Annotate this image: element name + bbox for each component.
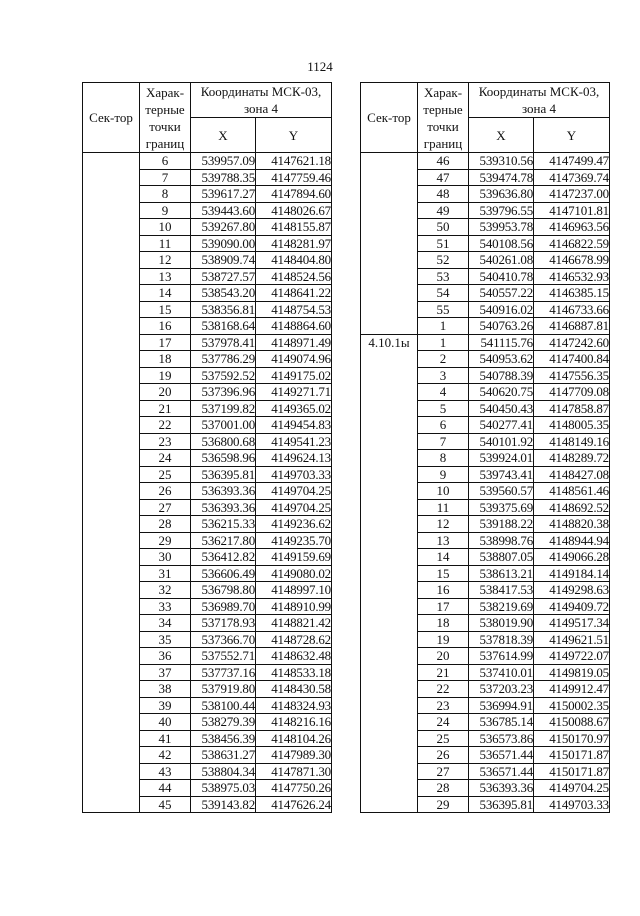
y-coordinate: 4148427.08 bbox=[534, 466, 610, 483]
y-coordinate: 4149454.83 bbox=[256, 417, 332, 434]
point-number: 6 bbox=[140, 153, 191, 170]
x-coordinate: 539188.22 bbox=[469, 516, 534, 533]
x-coordinate: 540261.08 bbox=[469, 252, 534, 269]
coordinates-table-right bbox=[360, 82, 610, 813]
point-number: 50 bbox=[418, 219, 469, 236]
y-coordinate: 4147759.46 bbox=[256, 169, 332, 186]
x-coordinate: 539474.78 bbox=[469, 169, 534, 186]
point-number: 55 bbox=[418, 301, 469, 318]
point-number: 14 bbox=[418, 549, 469, 566]
x-coordinate: 540763.26 bbox=[469, 318, 534, 335]
x-coordinate: 536598.96 bbox=[191, 450, 256, 467]
x-coordinate: 538727.57 bbox=[191, 268, 256, 285]
x-coordinate: 539953.78 bbox=[469, 219, 534, 236]
point-number: 10 bbox=[140, 219, 191, 236]
point-number: 22 bbox=[418, 681, 469, 698]
point-number: 24 bbox=[418, 714, 469, 731]
y-coordinate: 4146385.15 bbox=[534, 285, 610, 302]
point-number: 23 bbox=[418, 697, 469, 714]
point-number: 53 bbox=[418, 268, 469, 285]
x-coordinate: 539310.56 bbox=[469, 153, 534, 170]
point-number: 17 bbox=[418, 598, 469, 615]
x-coordinate: 539636.80 bbox=[469, 186, 534, 203]
y-coordinate: 4147556.35 bbox=[534, 367, 610, 384]
y-coordinate: 4147499.47 bbox=[534, 153, 610, 170]
y-coordinate: 4149066.28 bbox=[534, 549, 610, 566]
point-number: 35 bbox=[140, 631, 191, 648]
y-coordinate: 4148430.58 bbox=[256, 681, 332, 698]
x-coordinate: 539443.60 bbox=[191, 202, 256, 219]
table-body-left bbox=[83, 153, 332, 813]
x-coordinate: 537001.00 bbox=[191, 417, 256, 434]
x-coordinate: 536989.70 bbox=[191, 598, 256, 615]
point-number: 27 bbox=[140, 499, 191, 516]
y-coordinate: 4149703.33 bbox=[534, 796, 610, 813]
sector-cell bbox=[83, 153, 140, 813]
header-y: Y bbox=[256, 118, 332, 153]
point-number: 20 bbox=[418, 648, 469, 665]
y-coordinate: 4147871.30 bbox=[256, 763, 332, 780]
y-coordinate: 4149235.70 bbox=[256, 532, 332, 549]
x-coordinate: 538356.81 bbox=[191, 301, 256, 318]
x-coordinate: 536798.80 bbox=[191, 582, 256, 599]
x-coordinate: 540450.43 bbox=[469, 400, 534, 417]
point-number: 14 bbox=[140, 285, 191, 302]
x-coordinate: 538456.39 bbox=[191, 730, 256, 747]
point-number: 47 bbox=[418, 169, 469, 186]
y-coordinate: 4148404.80 bbox=[256, 252, 332, 269]
x-coordinate: 536217.80 bbox=[191, 532, 256, 549]
point-number: 7 bbox=[140, 169, 191, 186]
coordinates-table-left bbox=[82, 82, 332, 813]
y-coordinate: 4149621.51 bbox=[534, 631, 610, 648]
point-number: 37 bbox=[140, 664, 191, 681]
x-coordinate: 540101.92 bbox=[469, 433, 534, 450]
y-coordinate: 4147400.84 bbox=[534, 351, 610, 368]
y-coordinate: 4149409.72 bbox=[534, 598, 610, 615]
y-coordinate: 4149365.02 bbox=[256, 400, 332, 417]
x-coordinate: 540916.02 bbox=[469, 301, 534, 318]
x-coordinate: 536393.36 bbox=[469, 780, 534, 797]
x-coordinate: 538279.39 bbox=[191, 714, 256, 731]
y-coordinate: 4149624.13 bbox=[256, 450, 332, 467]
x-coordinate: 540557.22 bbox=[469, 285, 534, 302]
x-coordinate: 540788.39 bbox=[469, 367, 534, 384]
y-coordinate: 4148632.48 bbox=[256, 648, 332, 665]
point-number: 26 bbox=[418, 747, 469, 764]
header-x: X bbox=[191, 118, 256, 153]
y-coordinate: 4148155.87 bbox=[256, 219, 332, 236]
y-coordinate: 4148289.72 bbox=[534, 450, 610, 467]
point-number: 18 bbox=[140, 351, 191, 368]
y-coordinate: 4148821.42 bbox=[256, 615, 332, 632]
point-number: 21 bbox=[140, 400, 191, 417]
y-coordinate: 4149704.25 bbox=[256, 499, 332, 516]
y-coordinate: 4150002.35 bbox=[534, 697, 610, 714]
point-number: 28 bbox=[140, 516, 191, 533]
y-coordinate: 4148971.49 bbox=[256, 334, 332, 351]
point-number: 9 bbox=[140, 202, 191, 219]
point-number: 16 bbox=[418, 582, 469, 599]
y-coordinate: 4147858.87 bbox=[534, 400, 610, 417]
x-coordinate: 538909.74 bbox=[191, 252, 256, 269]
point-number: 19 bbox=[418, 631, 469, 648]
point-number: 8 bbox=[140, 186, 191, 203]
point-number: 29 bbox=[140, 532, 191, 549]
point-number: 1 bbox=[418, 318, 469, 335]
point-number: 30 bbox=[140, 549, 191, 566]
x-coordinate: 541115.76 bbox=[469, 334, 534, 351]
y-coordinate: 4148864.60 bbox=[256, 318, 332, 335]
y-coordinate: 4149517.34 bbox=[534, 615, 610, 632]
x-coordinate: 536412.82 bbox=[191, 549, 256, 566]
point-number: 25 bbox=[140, 466, 191, 483]
page-number: 1124 bbox=[307, 59, 333, 74]
y-coordinate: 4149080.02 bbox=[256, 565, 332, 582]
y-coordinate: 4149074.96 bbox=[256, 351, 332, 368]
y-coordinate: 4148281.97 bbox=[256, 235, 332, 252]
table-row bbox=[361, 153, 610, 170]
point-number: 13 bbox=[140, 268, 191, 285]
y-coordinate: 4147101.81 bbox=[534, 202, 610, 219]
y-coordinate: 4149722.07 bbox=[534, 648, 610, 665]
y-coordinate: 4149175.02 bbox=[256, 367, 332, 384]
x-coordinate: 539560.57 bbox=[469, 483, 534, 500]
y-coordinate: 4149184.14 bbox=[534, 565, 610, 582]
y-coordinate: 4146733.66 bbox=[534, 301, 610, 318]
x-coordinate: 536606.49 bbox=[191, 565, 256, 582]
x-coordinate: 537592.52 bbox=[191, 367, 256, 384]
point-number: 11 bbox=[140, 235, 191, 252]
table-row bbox=[83, 153, 332, 170]
point-number: 16 bbox=[140, 318, 191, 335]
x-coordinate: 536571.44 bbox=[469, 747, 534, 764]
header-points: Харак-терные точки границ bbox=[418, 83, 469, 153]
x-coordinate: 538168.64 bbox=[191, 318, 256, 335]
y-coordinate: 4148524.56 bbox=[256, 268, 332, 285]
point-number: 34 bbox=[140, 615, 191, 632]
point-number: 9 bbox=[418, 466, 469, 483]
y-coordinate: 4149236.62 bbox=[256, 516, 332, 533]
x-coordinate: 538998.76 bbox=[469, 532, 534, 549]
x-coordinate: 537203.23 bbox=[469, 681, 534, 698]
point-number: 19 bbox=[140, 367, 191, 384]
point-number: 31 bbox=[140, 565, 191, 582]
y-coordinate: 4148641.22 bbox=[256, 285, 332, 302]
y-coordinate: 4148692.52 bbox=[534, 499, 610, 516]
point-number: 1 bbox=[418, 334, 469, 351]
y-coordinate: 4149912.47 bbox=[534, 681, 610, 698]
x-coordinate: 538019.90 bbox=[469, 615, 534, 632]
point-number: 32 bbox=[140, 582, 191, 599]
y-coordinate: 4150171.87 bbox=[534, 747, 610, 764]
point-number: 4 bbox=[418, 384, 469, 401]
y-coordinate: 4149703.33 bbox=[256, 466, 332, 483]
x-coordinate: 539796.55 bbox=[469, 202, 534, 219]
x-coordinate: 537366.70 bbox=[191, 631, 256, 648]
y-coordinate: 4149271.71 bbox=[256, 384, 332, 401]
x-coordinate: 539090.00 bbox=[191, 235, 256, 252]
x-coordinate: 539788.35 bbox=[191, 169, 256, 186]
point-number: 15 bbox=[418, 565, 469, 582]
point-number: 45 bbox=[140, 796, 191, 813]
x-coordinate: 539143.82 bbox=[191, 796, 256, 813]
point-number: 33 bbox=[140, 598, 191, 615]
header-coords: Координаты МСК-03, зона 4 bbox=[469, 83, 610, 118]
x-coordinate: 539267.80 bbox=[191, 219, 256, 236]
x-coordinate: 536393.36 bbox=[191, 499, 256, 516]
y-coordinate: 4148944.94 bbox=[534, 532, 610, 549]
y-coordinate: 4148728.62 bbox=[256, 631, 332, 648]
y-coordinate: 4148561.46 bbox=[534, 483, 610, 500]
point-number: 36 bbox=[140, 648, 191, 665]
x-coordinate: 538100.44 bbox=[191, 697, 256, 714]
y-coordinate: 4148005.35 bbox=[534, 417, 610, 434]
y-coordinate: 4149298.63 bbox=[534, 582, 610, 599]
x-coordinate: 536994.91 bbox=[469, 697, 534, 714]
x-coordinate: 537818.39 bbox=[469, 631, 534, 648]
x-coordinate: 537614.99 bbox=[469, 648, 534, 665]
point-number: 29 bbox=[418, 796, 469, 813]
x-coordinate: 540410.78 bbox=[469, 268, 534, 285]
x-coordinate: 538807.05 bbox=[469, 549, 534, 566]
point-number: 51 bbox=[418, 235, 469, 252]
x-coordinate: 537978.41 bbox=[191, 334, 256, 351]
point-number: 44 bbox=[140, 780, 191, 797]
y-coordinate: 4148104.26 bbox=[256, 730, 332, 747]
x-coordinate: 537396.96 bbox=[191, 384, 256, 401]
point-number: 13 bbox=[418, 532, 469, 549]
point-number: 24 bbox=[140, 450, 191, 467]
point-number: 52 bbox=[418, 252, 469, 269]
y-coordinate: 4146963.56 bbox=[534, 219, 610, 236]
y-coordinate: 4147626.24 bbox=[256, 796, 332, 813]
y-coordinate: 4149159.69 bbox=[256, 549, 332, 566]
table-body-right bbox=[361, 153, 610, 813]
y-coordinate: 4146822.59 bbox=[534, 235, 610, 252]
y-coordinate: 4148754.53 bbox=[256, 301, 332, 318]
point-number: 10 bbox=[418, 483, 469, 500]
y-coordinate: 4150171.87 bbox=[534, 763, 610, 780]
x-coordinate: 537410.01 bbox=[469, 664, 534, 681]
y-coordinate: 4148910.99 bbox=[256, 598, 332, 615]
point-number: 22 bbox=[140, 417, 191, 434]
y-coordinate: 4146532.93 bbox=[534, 268, 610, 285]
x-coordinate: 536800.68 bbox=[191, 433, 256, 450]
point-number: 48 bbox=[418, 186, 469, 203]
y-coordinate: 4150170.97 bbox=[534, 730, 610, 747]
x-coordinate: 537178.93 bbox=[191, 615, 256, 632]
point-number: 43 bbox=[140, 763, 191, 780]
y-coordinate: 4150088.67 bbox=[534, 714, 610, 731]
point-number: 8 bbox=[418, 450, 469, 467]
y-coordinate: 4149704.25 bbox=[534, 780, 610, 797]
y-coordinate: 4149704.25 bbox=[256, 483, 332, 500]
x-coordinate: 539924.01 bbox=[469, 450, 534, 467]
y-coordinate: 4148533.18 bbox=[256, 664, 332, 681]
x-coordinate: 536395.81 bbox=[191, 466, 256, 483]
x-coordinate: 538975.03 bbox=[191, 780, 256, 797]
y-coordinate: 4148324.93 bbox=[256, 697, 332, 714]
header-sector: Сек-тор bbox=[361, 83, 418, 153]
y-coordinate: 4148216.16 bbox=[256, 714, 332, 731]
point-number: 21 bbox=[418, 664, 469, 681]
point-number: 7 bbox=[418, 433, 469, 450]
point-number: 6 bbox=[418, 417, 469, 434]
point-number: 26 bbox=[140, 483, 191, 500]
point-number: 54 bbox=[418, 285, 469, 302]
y-coordinate: 4147989.30 bbox=[256, 747, 332, 764]
header-sector: Сек-тор bbox=[83, 83, 140, 153]
y-coordinate: 4149541.23 bbox=[256, 433, 332, 450]
y-coordinate: 4149819.05 bbox=[534, 664, 610, 681]
x-coordinate: 537786.29 bbox=[191, 351, 256, 368]
x-coordinate: 537737.16 bbox=[191, 664, 256, 681]
y-coordinate: 4148820.38 bbox=[534, 516, 610, 533]
y-coordinate: 4147237.00 bbox=[534, 186, 610, 203]
point-number: 39 bbox=[140, 697, 191, 714]
point-number: 3 bbox=[418, 367, 469, 384]
y-coordinate: 4147621.18 bbox=[256, 153, 332, 170]
x-coordinate: 538543.20 bbox=[191, 285, 256, 302]
x-coordinate: 539617.27 bbox=[191, 186, 256, 203]
y-coordinate: 4147709.08 bbox=[534, 384, 610, 401]
point-number: 12 bbox=[140, 252, 191, 269]
header-y: Y bbox=[534, 118, 610, 153]
x-coordinate: 536215.33 bbox=[191, 516, 256, 533]
x-coordinate: 539957.09 bbox=[191, 153, 256, 170]
point-number: 18 bbox=[418, 615, 469, 632]
y-coordinate: 4147894.60 bbox=[256, 186, 332, 203]
sector-cell: 4.10.1ы bbox=[361, 334, 418, 813]
x-coordinate: 537919.80 bbox=[191, 681, 256, 698]
header-points: Харак-терные точки границ bbox=[140, 83, 191, 153]
x-coordinate: 538804.34 bbox=[191, 763, 256, 780]
point-number: 23 bbox=[140, 433, 191, 450]
point-number: 42 bbox=[140, 747, 191, 764]
point-number: 28 bbox=[418, 780, 469, 797]
y-coordinate: 4147369.74 bbox=[534, 169, 610, 186]
sector-cell bbox=[361, 153, 418, 335]
point-number: 41 bbox=[140, 730, 191, 747]
table-row bbox=[361, 334, 610, 351]
point-number: 15 bbox=[140, 301, 191, 318]
point-number: 17 bbox=[140, 334, 191, 351]
header-x: X bbox=[469, 118, 534, 153]
x-coordinate: 536395.81 bbox=[469, 796, 534, 813]
x-coordinate: 538417.53 bbox=[469, 582, 534, 599]
point-number: 40 bbox=[140, 714, 191, 731]
x-coordinate: 536393.36 bbox=[191, 483, 256, 500]
y-coordinate: 4148026.67 bbox=[256, 202, 332, 219]
point-number: 5 bbox=[418, 400, 469, 417]
y-coordinate: 4147242.60 bbox=[534, 334, 610, 351]
point-number: 49 bbox=[418, 202, 469, 219]
header-coords: Координаты МСК-03, зона 4 bbox=[191, 83, 332, 118]
x-coordinate: 539375.69 bbox=[469, 499, 534, 516]
point-number: 27 bbox=[418, 763, 469, 780]
x-coordinate: 536571.44 bbox=[469, 763, 534, 780]
x-coordinate: 540620.75 bbox=[469, 384, 534, 401]
x-coordinate: 538631.27 bbox=[191, 747, 256, 764]
x-coordinate: 540277.41 bbox=[469, 417, 534, 434]
point-number: 25 bbox=[418, 730, 469, 747]
x-coordinate: 540953.62 bbox=[469, 351, 534, 368]
x-coordinate: 536573.86 bbox=[469, 730, 534, 747]
x-coordinate: 536785.14 bbox=[469, 714, 534, 731]
y-coordinate: 4146887.81 bbox=[534, 318, 610, 335]
point-number: 38 bbox=[140, 681, 191, 698]
x-coordinate: 538613.21 bbox=[469, 565, 534, 582]
x-coordinate: 537552.71 bbox=[191, 648, 256, 665]
point-number: 2 bbox=[418, 351, 469, 368]
x-coordinate: 538219.69 bbox=[469, 598, 534, 615]
point-number: 12 bbox=[418, 516, 469, 533]
point-number: 20 bbox=[140, 384, 191, 401]
point-number: 46 bbox=[418, 153, 469, 170]
x-coordinate: 537199.82 bbox=[191, 400, 256, 417]
y-coordinate: 4147750.26 bbox=[256, 780, 332, 797]
point-number: 11 bbox=[418, 499, 469, 516]
x-coordinate: 540108.56 bbox=[469, 235, 534, 252]
x-coordinate: 539743.41 bbox=[469, 466, 534, 483]
y-coordinate: 4148997.10 bbox=[256, 582, 332, 599]
y-coordinate: 4146678.99 bbox=[534, 252, 610, 269]
y-coordinate: 4148149.16 bbox=[534, 433, 610, 450]
